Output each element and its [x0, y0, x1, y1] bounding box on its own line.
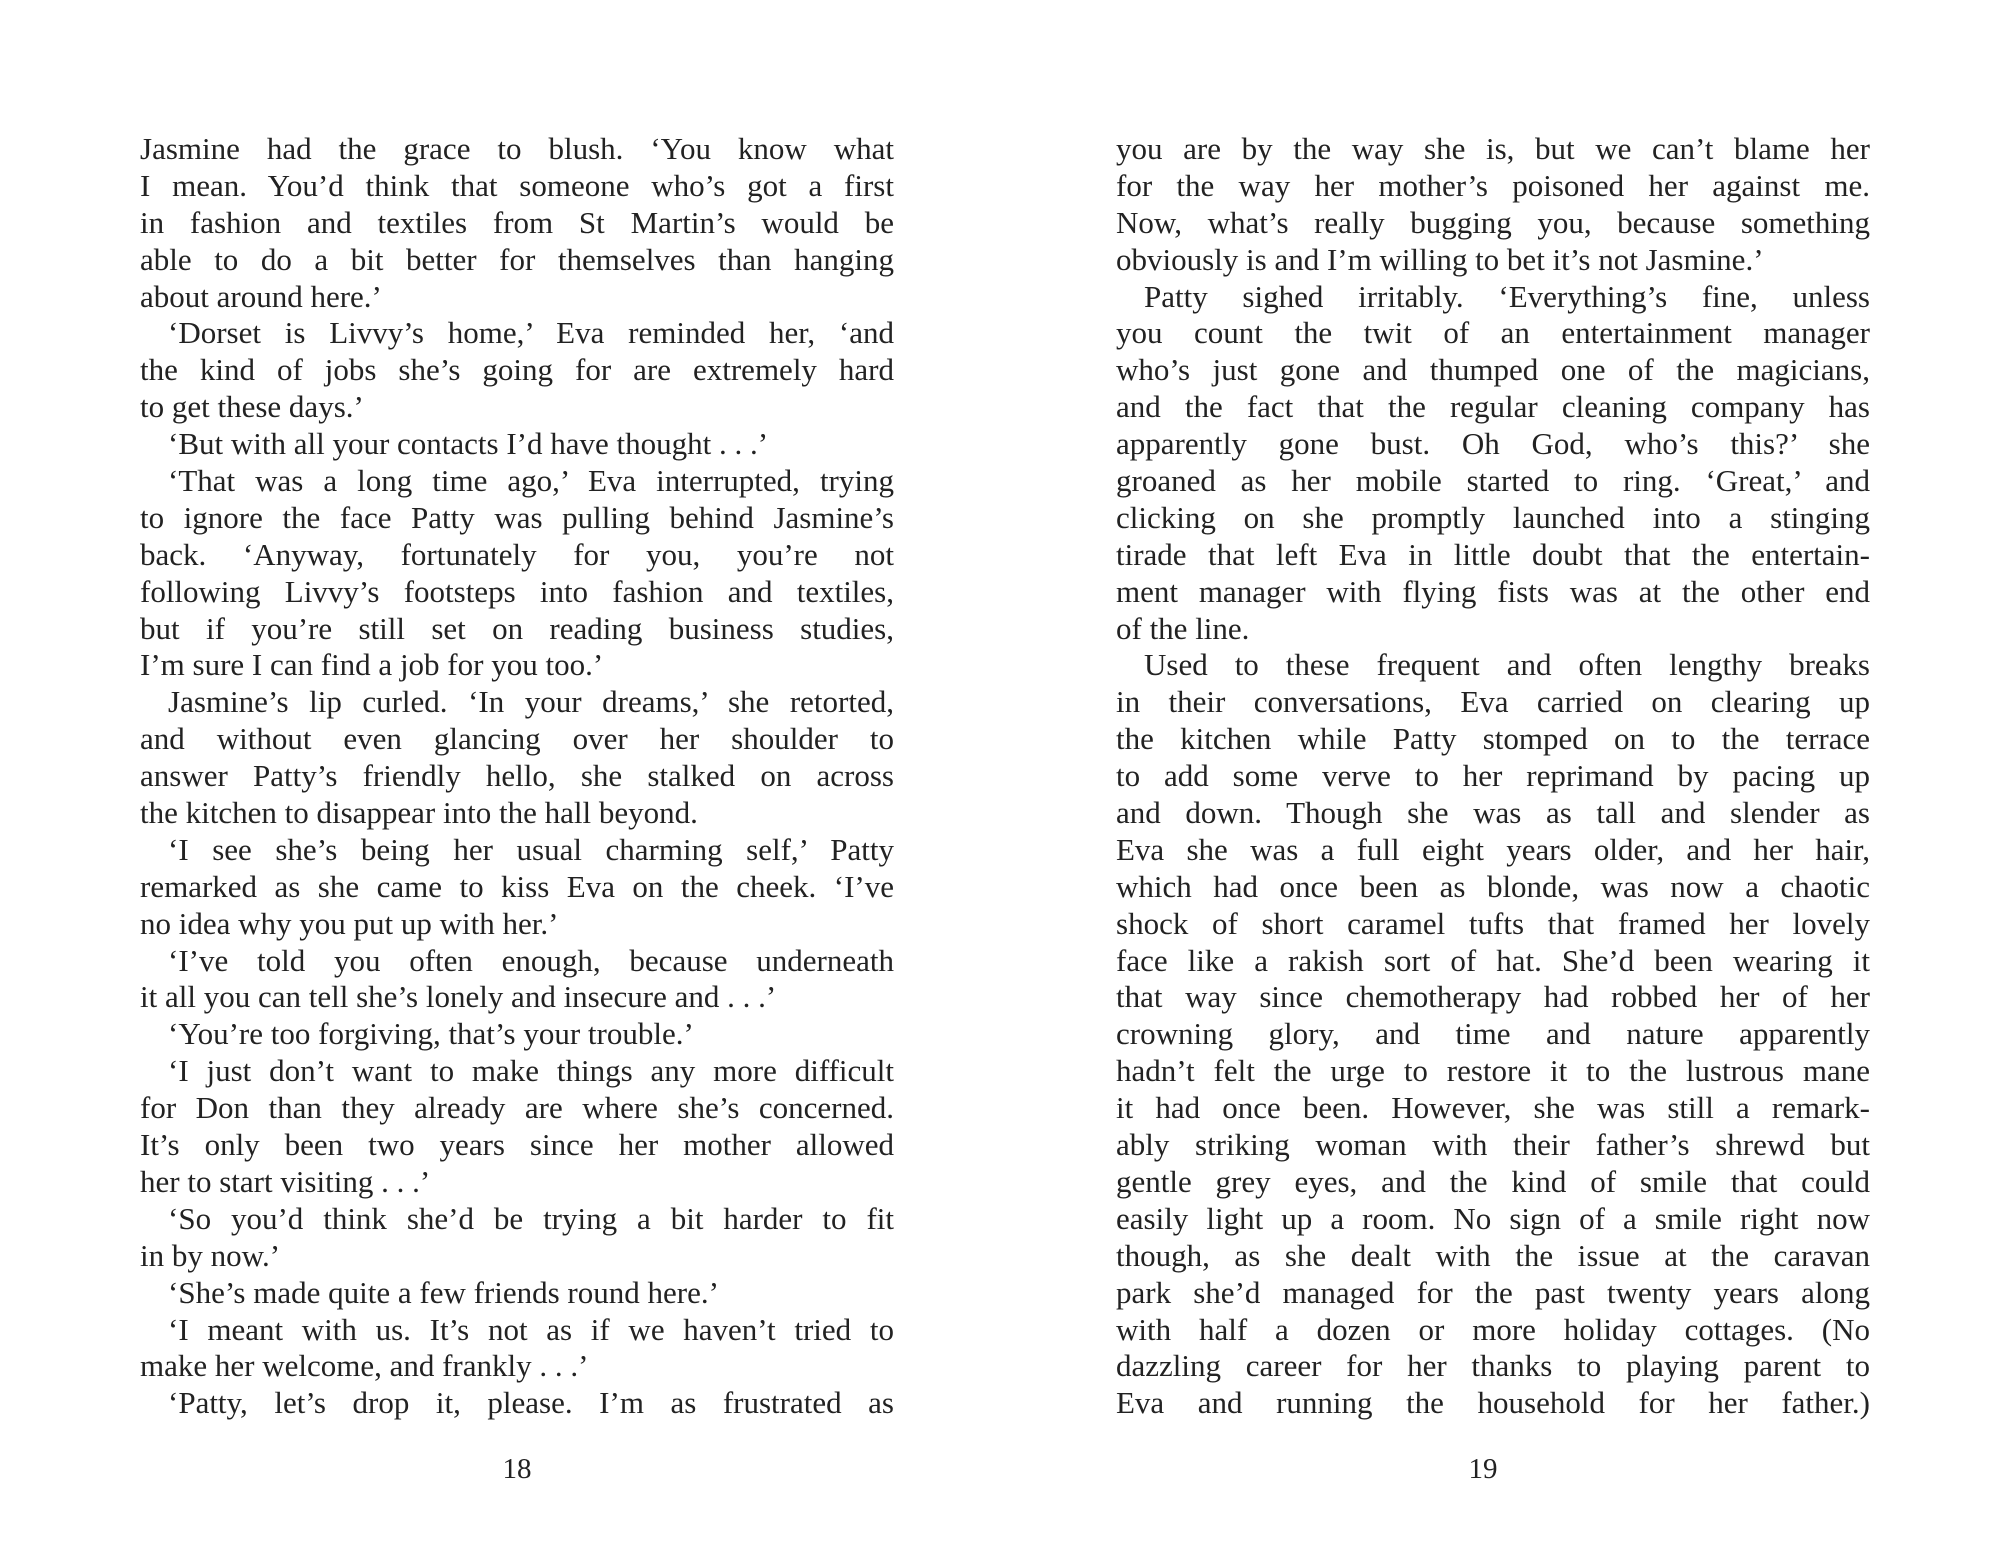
text-line: the kitchen while Patty stomped on to the terrace — [1116, 721, 1870, 757]
text-line: Eva and running the household for her father.) — [1116, 1385, 1870, 1421]
left-page-body — [140, 131, 894, 1422]
text-line: ment manager with flying fists was at the other end — [1116, 573, 1870, 609]
text-line: to get these days.’ — [140, 389, 364, 425]
text-line: ‘I’ve told you often enough, because underneath — [168, 942, 894, 978]
text-line: you count the twit of an entertainment manager — [1116, 315, 1870, 351]
text-line: ‘So you’d think she’d be trying a bit harder to fit — [168, 1200, 894, 1236]
text-line: able to do a bit better for themselves than hanging — [140, 241, 894, 277]
text-line: crowning glory, and time and nature apparently — [1116, 1016, 1870, 1052]
text-line: Eva she was a full eight years older, and her hair, — [1116, 831, 1870, 867]
text-line: no idea why you put up with her.’ — [140, 905, 559, 941]
text-line: answer Patty’s friendly hello, she stalked on across — [140, 758, 894, 794]
text-line: with half a dozen or more holiday cottages. (No — [1116, 1311, 1870, 1347]
left-page-number: 18 — [502, 1453, 532, 1485]
text-line: ‘I just don’t want to make things any more difficult — [168, 1053, 894, 1089]
text-line: I mean. You’d think that someone who’s got a first — [140, 167, 894, 203]
text-line: ‘Patty, let’s drop it, please. I’m as frustrated as — [168, 1385, 894, 1421]
right-page-body — [1116, 131, 1870, 1422]
text-line: ‘She’s made quite a few friends round here.’ — [168, 1274, 719, 1310]
text-line: for the way her mother’s poisoned her against me. — [1116, 167, 1870, 203]
text-line: you are by the way she is, but we can’t blame her — [1116, 131, 1870, 166]
text-line: It’s only been two years since her mother allowed — [140, 1127, 894, 1163]
text-line: ‘I meant with us. It’s not as if we haven’t tried to — [168, 1311, 894, 1347]
text-line: Jasmine had the grace to blush. ‘You know what — [140, 131, 894, 166]
right-page-number: 19 — [1468, 1453, 1498, 1485]
text-line: for Don than they already are where she’s concerned. — [140, 1090, 894, 1126]
text-line: following Livvy’s footsteps into fashion and textiles, — [140, 573, 894, 609]
text-line: face like a rakish sort of hat. She’d been wearing it — [1116, 942, 1870, 978]
text-line: it all you can tell she’s lonely and insecure and . . .’ — [140, 979, 777, 1015]
text-line: ‘I see she’s being her usual charming self,’ Patty — [168, 831, 894, 867]
text-line: and without even glancing over her shoulder to — [140, 721, 894, 757]
text-line: ‘You’re too forgiving, that’s your trouble.’ — [168, 1016, 694, 1052]
text-line: I’m sure I can find a job for you too.’ — [140, 647, 604, 683]
text-line: the kitchen to disappear into the hall beyond. — [140, 795, 698, 831]
text-line: ‘Dorset is Livvy’s home,’ Eva reminded her, ‘and — [168, 315, 894, 351]
right-page — [1000, 0, 2000, 1567]
text-line: who’s just gone and thumped one of the magicians, — [1116, 352, 1870, 388]
text-line: Now, what’s really bugging you, because something — [1116, 204, 1870, 240]
text-line: remarked as she came to kiss Eva on the cheek. ‘I’ve — [140, 868, 894, 904]
text-line: tirade that left Eva in little doubt that the entertain- — [1116, 536, 1870, 572]
text-line: to add some verve to her reprimand by pacing up — [1116, 758, 1870, 794]
text-line: ably striking woman with their father’s shrewd but — [1116, 1127, 1870, 1163]
text-line: in by now.’ — [140, 1237, 281, 1273]
text-line: ‘That was a long time ago,’ Eva interrupted, trying — [168, 463, 894, 499]
text-line: ‘But with all your contacts I’d have thought . . .’ — [168, 426, 769, 462]
text-line: make her welcome, and frankly . . .’ — [140, 1348, 589, 1384]
text-line: her to start visiting . . .’ — [140, 1163, 431, 1199]
text-line: obviously is and I’m willing to bet it’s not Jasmine.’ — [1116, 241, 1764, 277]
text-line: to ignore the face Patty was pulling behind Jasmine’s — [140, 499, 894, 535]
text-line: though, as she dealt with the issue at the caravan — [1116, 1237, 1870, 1273]
text-line: Jasmine’s lip curled. ‘In your dreams,’ she retorted, — [168, 684, 894, 720]
text-line: but if you’re still set on reading business studies, — [140, 610, 894, 646]
text-line: back. ‘Anyway, fortunately for you, you’re not — [140, 536, 894, 572]
text-line: and down. Though she was as tall and slender as — [1116, 795, 1870, 831]
text-line: dazzling career for her thanks to playing parent to — [1116, 1348, 1870, 1384]
text-line: apparently gone bust. Oh God, who’s this?’ she — [1116, 426, 1870, 462]
text-line: Patty sighed irritably. ‘Everything’s fine, unless — [1144, 278, 1870, 314]
text-line: in fashion and textiles from St Martin’s would be — [140, 204, 894, 240]
text-line: which had once been as blonde, was now a chaotic — [1116, 868, 1870, 904]
text-line: it had once been. However, she was still a remark- — [1116, 1090, 1870, 1126]
text-line: that way since chemotherapy had robbed her of her — [1116, 979, 1870, 1015]
text-line: about around here.’ — [140, 278, 382, 314]
text-line: shock of short caramel tufts that framed her lovely — [1116, 905, 1870, 941]
text-line: clicking on she promptly launched into a stinging — [1116, 499, 1870, 535]
text-line: the kind of jobs she’s going for are extremely hard — [140, 352, 894, 388]
text-line: park she’d managed for the past twenty years along — [1116, 1274, 1870, 1310]
text-line: groaned as her mobile started to ring. ‘Great,’ and — [1116, 463, 1870, 499]
text-line: hadn’t felt the urge to restore it to the lustrous mane — [1116, 1053, 1870, 1089]
text-line: in their conversations, Eva carried on clearing up — [1116, 684, 1870, 720]
text-line: and the fact that the regular cleaning company has — [1116, 389, 1870, 425]
text-line: Used to these frequent and often lengthy breaks — [1144, 647, 1870, 683]
text-line: easily light up a room. No sign of a smile right now — [1116, 1200, 1870, 1236]
text-line: gentle grey eyes, and the kind of smile that could — [1116, 1163, 1870, 1199]
text-line: of the line. — [1116, 610, 1250, 646]
